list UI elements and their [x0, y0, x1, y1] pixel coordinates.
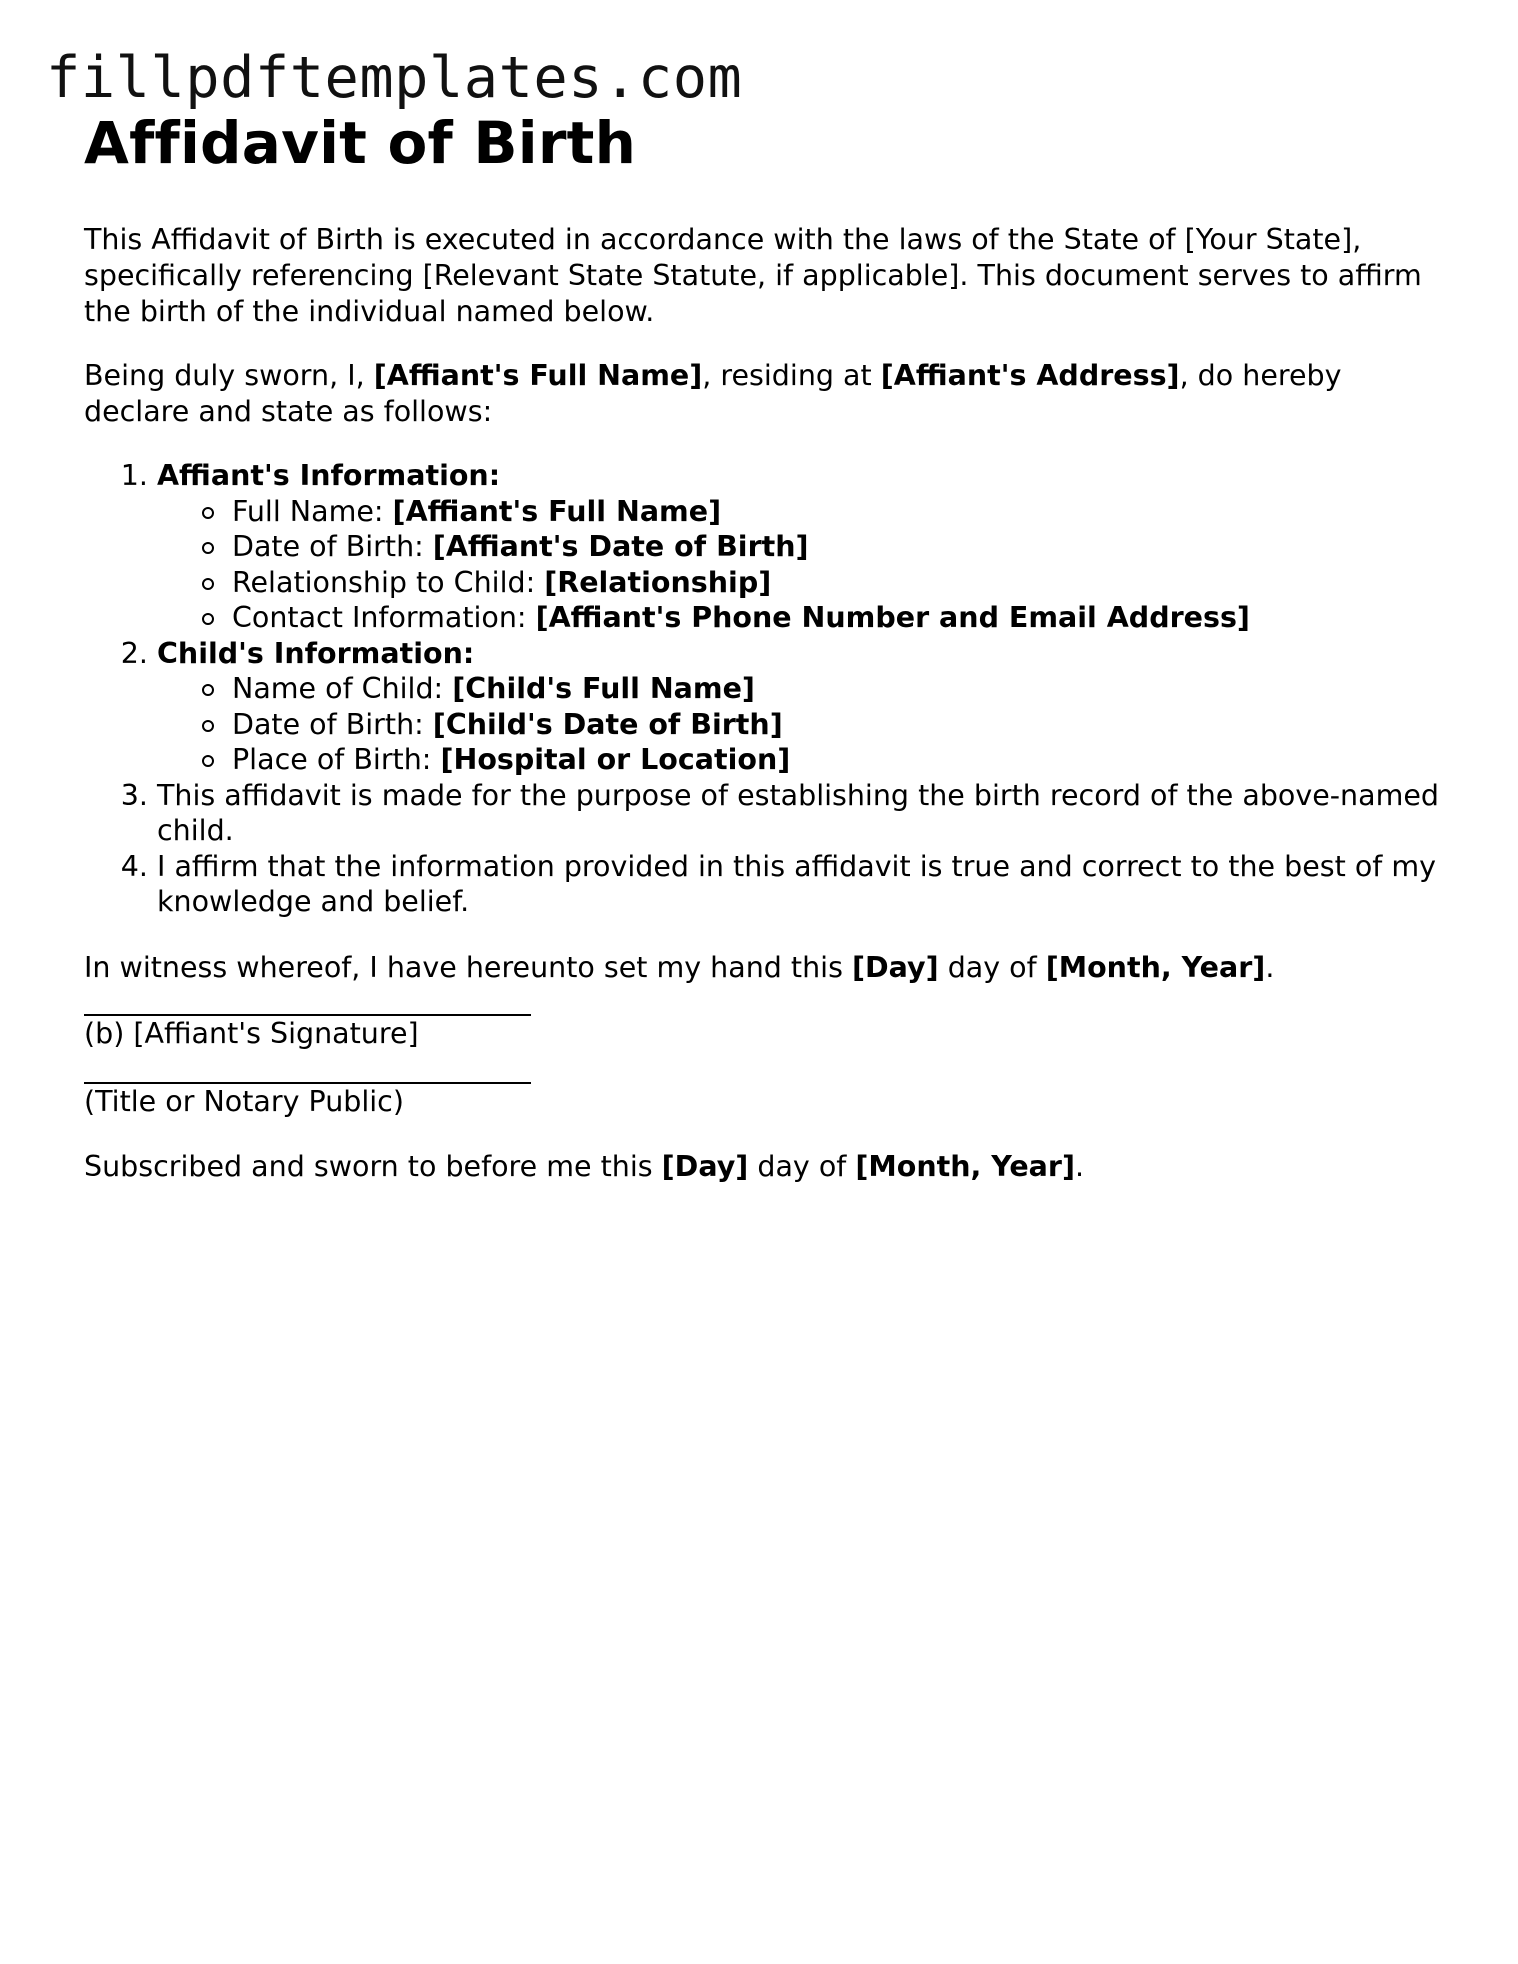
document-title: Affidavit of Birth [84, 109, 637, 177]
subscribed-day-placeholder: [Day] [661, 1149, 749, 1183]
intro-paragraph: This Affidavit of Birth is executed in accordance with the laws of the State of [Your State], specifically referencing [Relevant State Statute, if applicable]. This document serves to affirm the birth of the individual named below. [84, 223, 1422, 328]
field-label: Relationship to Child: [232, 565, 545, 599]
sworn-prefix: Being duly sworn, I, [84, 359, 374, 392]
circle-bullet-icon [202, 507, 214, 519]
site-watermark: fillpdftemplates.com [46, 45, 743, 111]
affiant-signature-block [84, 1014, 1444, 1052]
list-item [232, 707, 1444, 743]
affiant-info-fields [157, 494, 1444, 636]
list-item [232, 742, 1444, 778]
circle-bullet-icon [202, 613, 214, 625]
subscribed-statement [84, 1149, 1444, 1185]
subscribed-suffix: . [1074, 1149, 1085, 1183]
list-item [232, 529, 1444, 565]
field-value: [Child's Full Name] [452, 672, 755, 705]
witness-statement [84, 950, 1444, 986]
witness-middle: day of [938, 950, 1046, 984]
field-value: [Child's Date of Birth] [432, 707, 783, 741]
declarations-list [84, 458, 1444, 920]
field-label: Place of Birth: [232, 743, 441, 776]
list-item [232, 600, 1444, 636]
sworn-statement [84, 358, 1444, 430]
affiant-address-placeholder: [Affiant's Address] [880, 359, 1180, 392]
subscribed-middle: day of [748, 1149, 856, 1183]
circle-bullet-icon [202, 755, 214, 767]
subscribed-month-year-placeholder: [Month, Year] [855, 1149, 1075, 1183]
child-info-fields [157, 671, 1444, 778]
field-value: [Hospital or Location] [440, 743, 791, 776]
circle-bullet-icon [202, 720, 214, 732]
subscribed-prefix: Subscribed and sworn to before me this [84, 1149, 662, 1183]
affidavit-document [84, 108, 1444, 1185]
list-item [232, 671, 1444, 707]
field-value: [Relationship] [544, 565, 772, 599]
field-label: Full Name: [232, 494, 393, 528]
witness-suffix: . [1265, 950, 1275, 984]
list-item-child-info [157, 636, 1444, 778]
field-label: Date of Birth: [232, 707, 433, 741]
sworn-suffix: , do hereby declare and state as follows: [84, 359, 1342, 428]
list-item [232, 494, 1444, 530]
list-item [232, 565, 1444, 601]
circle-bullet-icon [202, 684, 214, 696]
sworn-middle: , residing at [702, 359, 881, 392]
field-value: [Affiant's Phone Number and Email Address] [535, 601, 1250, 634]
list-item-affirmation: 4. I affirm that the information provided in this affidavit is true and correct to the best of my knowledge and belief. [157, 849, 1444, 920]
field-value: [Affiant's Date of Birth] [432, 530, 809, 563]
notary-signature-label: (Title or Notary Public) [84, 1084, 404, 1118]
witness-day-placeholder: [Day] [851, 950, 939, 984]
circle-bullet-icon [202, 578, 214, 590]
witness-prefix: In witness whereof, I have hereunto set my hand this [84, 950, 852, 984]
affiant-info-heading: Affiant's Information: [157, 459, 501, 492]
notary-signature-block [84, 1082, 1444, 1120]
list-item-affiant-info [157, 458, 1444, 636]
circle-bullet-icon [202, 542, 214, 554]
field-label: Contact Information: [232, 601, 536, 634]
field-label: Name of Child: [232, 672, 453, 705]
field-label: Date of Birth: [232, 530, 433, 563]
affiant-signature-label: (b) [Affiant's Signature] [84, 1016, 419, 1050]
affiant-name-placeholder: [Affiant's Full Name] [373, 359, 703, 392]
witness-month-year-placeholder: [Month, Year] [1045, 950, 1266, 984]
list-item-purpose: 3. This affidavit is made for the purpose of establishing the birth record of the above-named child. [157, 778, 1444, 849]
child-info-heading: Child's Information: [157, 636, 475, 670]
field-value: [Affiant's Full Name] [392, 494, 722, 528]
